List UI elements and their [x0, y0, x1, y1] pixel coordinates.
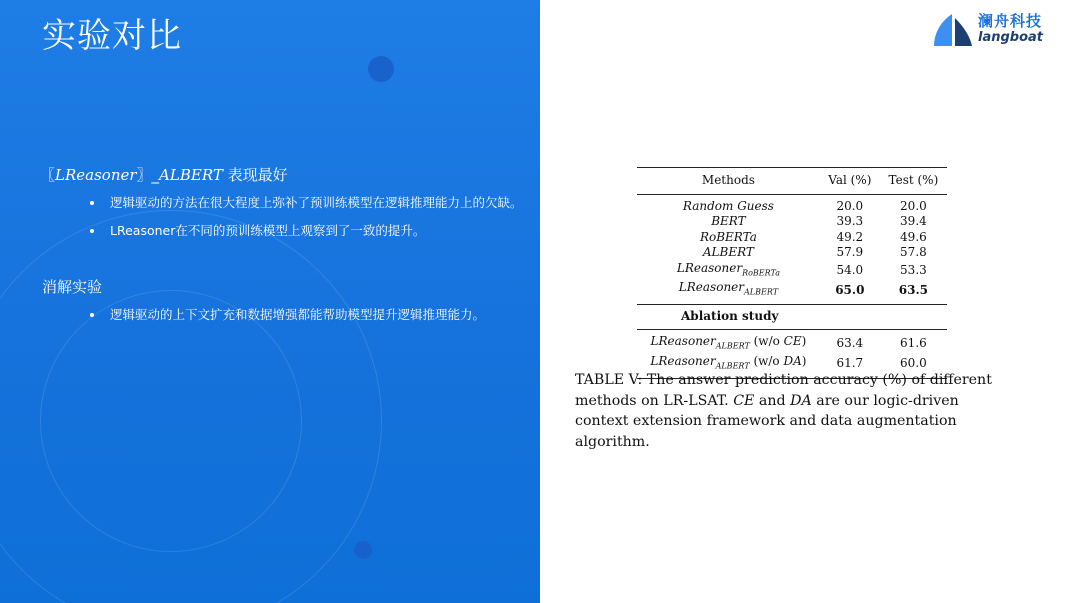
langboat-logo: [932, 10, 1052, 50]
val-cell: 20.0: [836, 198, 864, 213]
method-cell: BERT: [711, 214, 746, 228]
header-val: Val (%): [828, 173, 872, 187]
table-caption: TABLE V: The answer prediction accuracy (%) of different methods on LR-LSAT. CE and DA are our logic-driven context extension framework and data augmentation algorithm.: [575, 372, 992, 450]
method-cell: Random Guess: [682, 198, 774, 213]
test-cell: 53.3: [900, 262, 927, 277]
bullet-list-ablation: [84, 304, 524, 326]
decorative-ring: [40, 290, 302, 552]
table-row: [637, 230, 947, 246]
val-cell: 49.2: [836, 229, 864, 244]
val-cell: 61.7: [836, 355, 864, 370]
val-cell: 63.4: [836, 335, 864, 350]
decorative-dot: [368, 56, 394, 82]
test-cell: 49.6: [900, 229, 927, 244]
val-cell: 39.3: [836, 214, 864, 228]
test-cell: 61.6: [900, 335, 927, 350]
logo-text-en: langboat: [978, 30, 1044, 45]
results-table: [637, 167, 947, 379]
method-cell: LReasoner$_{ALBERT}$ (w/o CE): [650, 333, 807, 351]
sail-logo-icon: [932, 12, 974, 46]
table-row: [637, 280, 947, 304]
decorative-dot: [354, 541, 372, 559]
test-cell: 63.5: [898, 282, 929, 297]
test-cell: 57.8: [900, 245, 927, 259]
val-cell: 54.0: [836, 262, 864, 277]
method-cell: LReasoner$_{RoBERTa}$: [676, 260, 780, 277]
ablation-label: Ablation study: [681, 309, 779, 324]
bullet-list-results: [84, 192, 524, 242]
val-cell: 57.9: [836, 245, 864, 259]
table-row: [637, 245, 947, 261]
bracket-open: 〖: [40, 166, 56, 184]
model-name-albert: ALBERT: [159, 166, 223, 184]
section-heading-ablation: 消解实验: [42, 278, 103, 296]
ablation-section-row: [637, 305, 947, 330]
slide-title: 实验对比: [42, 16, 182, 56]
list-item: LReasoner在不同的预训练模型上观察到了一致的提升。: [84, 220, 524, 242]
heading-suffix: 表现最好: [222, 166, 288, 184]
logo-text-cn: 澜舟科技: [978, 12, 1043, 30]
test-cell: 39.4: [900, 214, 927, 228]
bracket-close: 〗_: [136, 166, 160, 184]
table-row: [637, 329, 947, 353]
method-cell: RoBERTa: [699, 229, 757, 244]
list-item: 逻辑驱动的上下文扩充和数据增强都能帮助模型提升逻辑推理能力。: [84, 304, 524, 326]
method-cell: ALBERT: [702, 245, 754, 259]
section-heading-best-model: [40, 164, 288, 185]
table-header-row: [637, 168, 947, 195]
header-methods: Methods: [701, 173, 755, 187]
val-cell: 65.0: [835, 282, 865, 297]
method-cell: LReasoner$_{ALBERT}$ (w/o DA): [650, 353, 807, 371]
list-item: 逻辑驱动的方法在很大程度上弥补了预训练模型在逻辑推理能力上的欠缺。: [84, 192, 524, 214]
table-row: [637, 214, 947, 230]
model-name: LReasoner: [55, 166, 137, 184]
table-row: [637, 194, 947, 214]
test-cell: 60.0: [900, 355, 927, 370]
table-row: [637, 261, 947, 281]
test-cell: 20.0: [900, 198, 927, 213]
method-cell: LReasoner$_{ALBERT}$: [678, 280, 779, 297]
header-test: Test (%): [888, 173, 939, 187]
